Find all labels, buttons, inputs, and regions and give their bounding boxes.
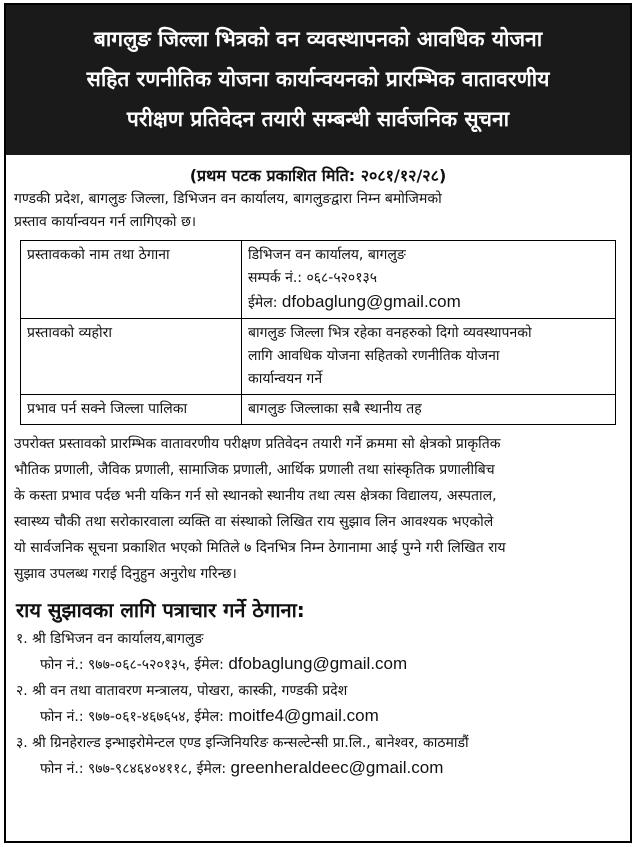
email-label: ईमेल: <box>248 295 278 311</box>
intro-text <box>14 188 622 234</box>
address-contact <box>16 755 630 781</box>
intro-line: प्रस्ताव कार्यान्वयन गर्न लागिएको छ। <box>14 214 197 230</box>
published-date: (प्रथम पटक प्रकाशित मिति: २०८१/१२/२८) <box>189 166 447 185</box>
address-heading: राय सुझावका लागि पत्राचार गर्ने ठेगाना: <box>16 598 305 622</box>
phone-text: फोन नं.: ९७७-९८४६४०४११८, ईमेल: <box>40 761 227 777</box>
paragraph-line: यो सार्वजनिक सूचना प्रकाशित भएको मितिले ७ दिनभित्र निम्न ठेगानामा आई पुग्ने गरी लिखित राय <box>14 540 506 556</box>
paragraph-line: भौतिक प्रणाली, जैविक प्रणाली, सामाजिक प्रणाली, आर्थिक प्रणाली तथा सांस्कृतिक प्रणालीबिच <box>14 462 495 478</box>
email-line <box>248 290 609 315</box>
email-value: dfobaglung@gmail.com <box>281 292 461 311</box>
proposal-info-table <box>20 240 616 425</box>
row-value-subject <box>242 319 616 395</box>
paragraph-line: स्वास्थ्य चौकी तथा सरोकारवाला व्यक्ति वा संस्थाको लिखित राय सुझाव लिन आवश्यक भएकोले <box>14 514 494 530</box>
value-line: कार्यान्वयन गर्ने <box>248 371 323 387</box>
paragraph-line: सुझाव उपलब्ध गराई दिनुहुन अनुरोध गरिन्छ। <box>14 566 237 582</box>
email-value: dfobaglung@gmail.com <box>228 654 408 673</box>
paragraph-line: उपरोक्त प्रस्तावको प्रारम्भिक वातावरणीय परीक्षण प्रतिवेदन तयारी गर्ने क्रममा सो क्षेत्रको प्राकृतिक <box>14 436 501 452</box>
phone-text: फोन नं.: ९७७-०६१-४६७६५४, ईमेल: <box>40 709 224 725</box>
row-value-proposer <box>242 241 616 319</box>
address-item: ३. श्री ग्रिनहेराल्ड इन्भाइरोमेन्टल एण्ड इन्जिनियरिङ कन्सल्टेन्सी प्रा.लि., बानेश्वर, काठमाडौं <box>16 735 469 751</box>
value-line: लागि आवधिक योजना सहितको रणनीतिक योजना <box>248 348 500 364</box>
value-line: डिभिजन वन कार्यालय, बागलुङ <box>248 247 406 263</box>
email-value: greenheraldeec@gmail.com <box>230 758 444 777</box>
row-key-proposer: प्रस्तावकको नाम तथा ठेगाना <box>21 241 242 319</box>
public-notice <box>4 3 632 843</box>
intro-line: गण्डकी प्रदेश, बागलुङ जिल्ला, डिभिजन वन कार्यालय, बागलुङद्वारा निम्न बमोजिमको <box>14 191 442 207</box>
row-key-affected: प्रभाव पर्न सक्ने जिल्ला पालिका <box>21 395 242 425</box>
value-line: बागलुङ जिल्ला भित्र रहेका वनहरुको दिगो व्यवस्थापनको <box>248 325 532 341</box>
title-line-2: सहित रणनीतिक योजना कार्यान्वयनको प्रारम्भिक वातावरणीय <box>86 67 550 91</box>
body-paragraph <box>14 431 622 587</box>
row-key-subject: प्रस्तावको व्यहोरा <box>21 319 242 395</box>
address-item: १. श्री डिभिजन वन कार्यालय,बागलुङ <box>16 631 204 647</box>
address-contact <box>16 703 630 729</box>
address-contact <box>16 651 630 677</box>
title-line-1: बागलुङ जिल्ला भित्रको वन व्यवस्थापनको आवधिक योजना <box>93 27 543 51</box>
value-line: सम्पर्क नं.: ०६८-५२०१३५ <box>248 270 378 286</box>
title-line-3: परीक्षण प्रतिवेदन तयारी सम्बन्धी सार्वजनिक सूचना <box>126 107 510 131</box>
email-value: moitfe4@gmail.com <box>228 706 379 725</box>
title-banner <box>6 5 630 155</box>
table-row <box>21 319 616 395</box>
phone-text: फोन नं.: ९७७-०६८-५२०१३५, ईमेल: <box>40 657 224 673</box>
address-item: २. श्री वन तथा वातावरण मन्त्रालय, पोखरा, कास्की, गण्डकी प्रदेश <box>16 683 348 699</box>
address-list <box>16 627 630 781</box>
table-row <box>21 241 616 319</box>
paragraph-line: के कस्ता प्रभाव पर्दछ भनी यकिन गर्न सो स्थानको स्थानीय तथा त्यस क्षेत्रका विद्यालय, अस्पताल, <box>14 488 497 504</box>
value-line: बागलुङ जिल्लाका सबै स्थानीय तह <box>248 401 422 417</box>
row-value-affected <box>242 395 616 425</box>
table-row <box>21 395 616 425</box>
